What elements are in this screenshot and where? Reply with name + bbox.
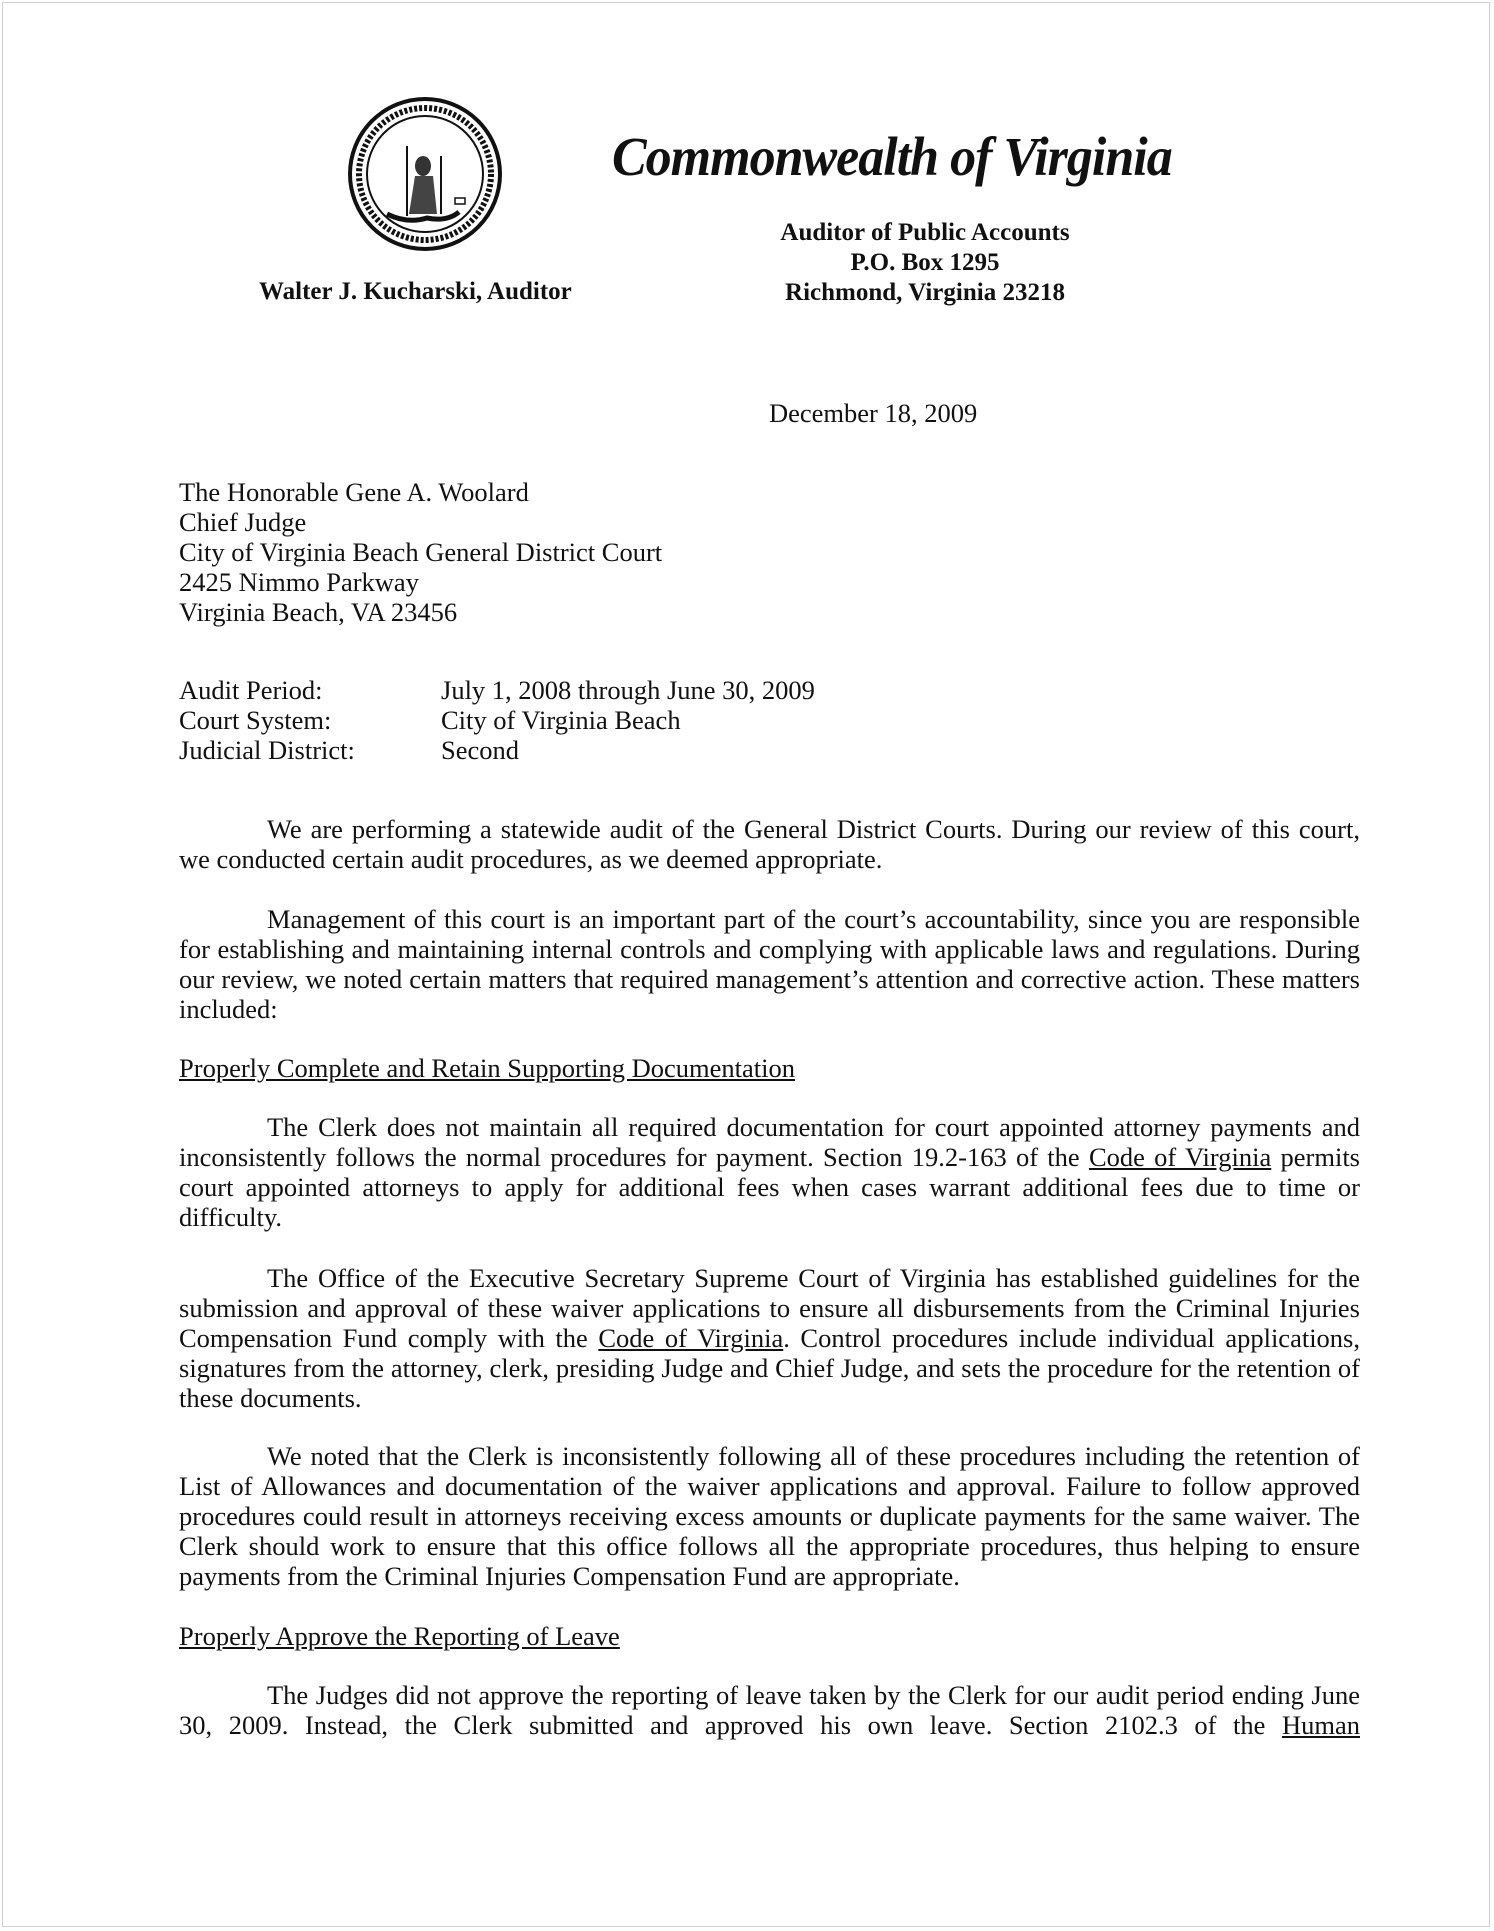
paragraph-text: The Clerk does not maintain all required documentation for court appointed attorney payments and inconsistently follows the normal procedures for payment. Section 19.2-163 of the [179, 1112, 1360, 1172]
paragraph-clerk-documentation [179, 1112, 1360, 1232]
audit-period-row [179, 675, 815, 705]
auditor-name: Walter J. Kucharski, Auditor [259, 278, 572, 305]
paragraph-management [179, 904, 1360, 1024]
addressee-court: City of Virginia Beach General District Court [179, 537, 663, 567]
paragraph-text: . Control procedures include individual applications, signatures from the attorney, clerk, presiding Judge and Chief Judge, and sets the procedure for the retention of these documents. [179, 1323, 1360, 1413]
office-po-box: P.O. Box 1295 [850, 249, 1000, 276]
court-system-row [179, 705, 815, 735]
paragraph-findings [179, 1441, 1360, 1591]
addressee-title: Chief Judge [179, 507, 307, 537]
audit-info [179, 675, 815, 765]
paragraph-text: The Judges did not approve the reporting of leave taken by the Clerk for our audit period ending June 30, 2009. Instead, the Clerk submitted and approved his own leave. Section 2102.3 of the [179, 1680, 1360, 1740]
info-value: July 1, 2008 through June 30, 2009 [441, 675, 815, 705]
section-heading-documentation: Properly Complete and Retain Supporting Documentation [179, 1053, 796, 1083]
addressee-street: 2425 Nimmo Parkway [179, 567, 419, 597]
office-city: Richmond, Virginia 23218 [785, 279, 1065, 306]
paragraph-text: permits court appointed attorneys to apply for additional fees when cases warrant additional fees due to time or difficulty. [179, 1142, 1360, 1232]
human-resources-reference: Human [1281, 1710, 1360, 1740]
info-label: Judicial District: [179, 735, 355, 765]
code-of-virginia-reference: Code of Virginia [1088, 1142, 1272, 1172]
section-heading-leave: Properly Approve the Reporting of Leave [179, 1621, 620, 1651]
paragraph-guidelines [179, 1263, 1360, 1413]
addressee-city: Virginia Beach, VA 23456 [179, 597, 458, 627]
code-of-virginia-reference: Code of Virginia [598, 1323, 784, 1353]
paragraph-text: We noted that the Clerk is inconsistently following all of these procedures including the retention of List of Allowances and documentation of the waiver applications and approval. Failure to follow approved procedures could result in attorneys receiving excess amounts or duplicate payments for the same waiver. The Clerk should work to ensure that this office follows all the appropriate procedures, thus helping to ensure payments from the Criminal Injuries Compensation Fund are appropriate. [179, 1441, 1360, 1591]
office-address [700, 218, 1150, 308]
paragraph-text: Management of this court is an important part of the court’s accountability, since you are responsible for establishing and maintaining internal controls and complying with applicable laws and regulations. During our review, we noted certain matters that required management’s attention and corrective action. These matters included: [179, 904, 1360, 1024]
letterhead-title: Commonwealth of Virginia [612, 127, 1172, 188]
letter-date: December 18, 2009 [769, 398, 978, 428]
info-label: Audit Period: [179, 675, 323, 705]
paragraph-text: We are performing a statewide audit of the General District Courts. During our review of this court, we conducted certain audit procedures, as we deemed appropriate. [179, 814, 1360, 874]
paragraph-intro [179, 814, 1360, 874]
addressee-name: The Honorable Gene A. Woolard [179, 477, 529, 507]
office-name: Auditor of Public Accounts [780, 219, 1070, 246]
judicial-district-row [179, 735, 815, 765]
info-value: City of Virginia Beach [441, 705, 681, 735]
paragraph-leave [179, 1680, 1360, 1740]
virginia-state-seal [347, 96, 503, 252]
info-label: Court System: [179, 705, 332, 735]
info-value: Second [441, 735, 520, 765]
paragraph-text: The Office of the Executive Secretary Supreme Court of Virginia has established guidelines for the submission and approval of these waiver applications to ensure all disbursements from the Criminal Injuries Compensation Fund comply with the [179, 1263, 1360, 1353]
addressee-block [179, 477, 662, 627]
